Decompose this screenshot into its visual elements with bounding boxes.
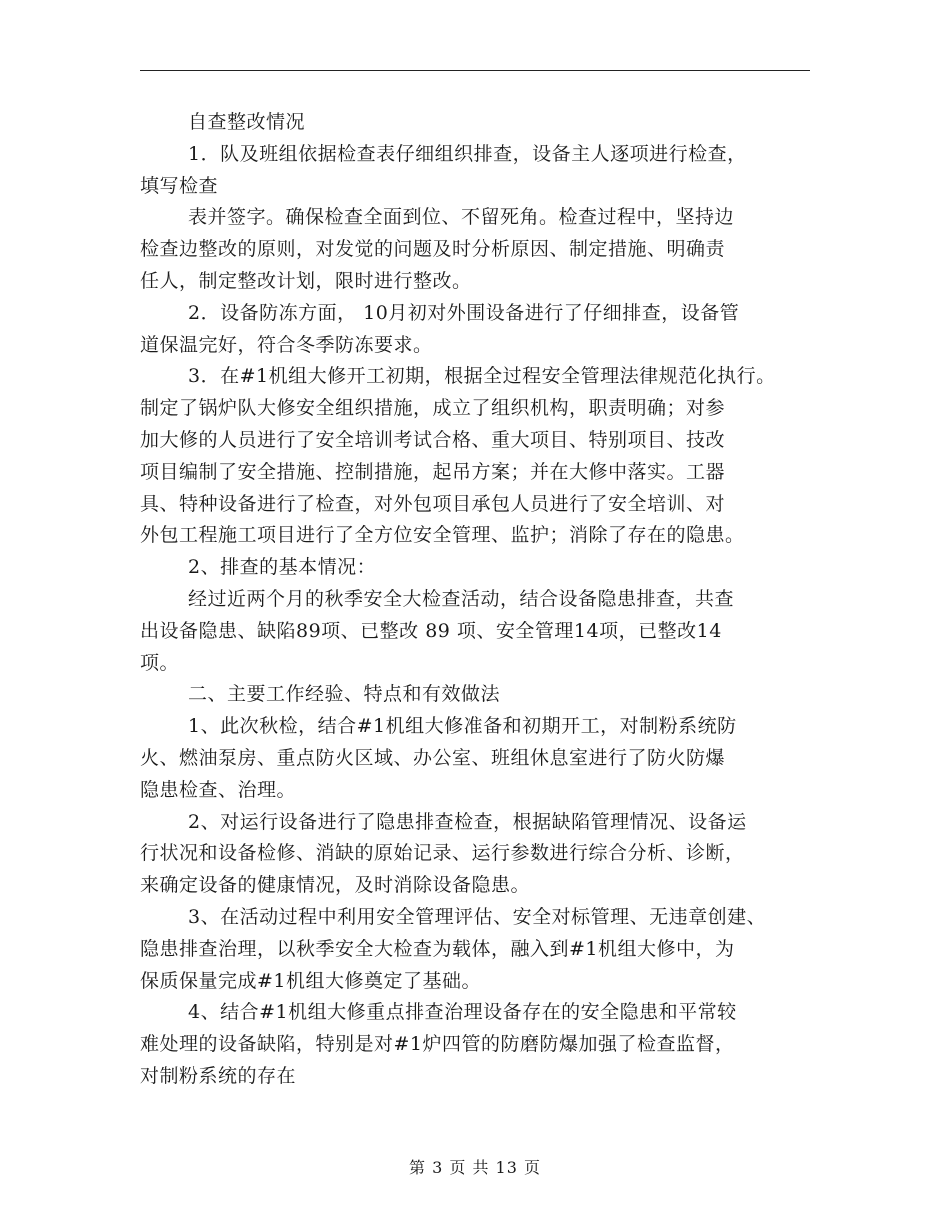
text-line: 制定了锅炉队大修安全组织措施，成立了组织机构，职责明确；对参 <box>140 397 726 420</box>
text-line: 2、排查的基本情况： <box>188 556 377 579</box>
text-line: 加大修的人员进行了安全培训考试合格、重大项目、特别项目、技改 <box>140 428 726 451</box>
text-line: 检查边整改的原则，对发觉的问题及时分析原因、制定措施、明确责 <box>140 238 726 261</box>
text-line: 来确定设备的健康情况，及时消除设备隐患。 <box>140 874 531 897</box>
text-line: 道保温完好，符合冬季防冻要求。 <box>140 333 433 356</box>
text-line: 外包工程施工项目进行了全方位安全管理、监护；消除了存在的隐患。 <box>140 524 745 547</box>
text-line: 任人，制定整改计划，限时进行整改。 <box>140 269 472 292</box>
text-line: 项目编制了安全措施、控制措施，起吊方案；并在大修中落实。工器 <box>140 460 726 483</box>
header-rule <box>140 70 810 71</box>
text-line: 项。 <box>140 651 180 674</box>
text-line: 经过近两个月的秋季安全大检查活动，结合设备隐患排查，共查 <box>188 587 735 610</box>
text-line: 二、主要工作经验、特点和有效做法 <box>188 683 501 706</box>
text-line: 出设备隐患、缺陷89项、已整改 89 项、安全管理14项，已整改14 <box>140 619 722 642</box>
text-line: 1．队及班组依据检查表仔细组织排查，设备主人逐项进行检查， <box>188 142 747 165</box>
text-line: 4、结合#1机组大修重点排查治理设备存在的安全隐患和平常较 <box>188 1001 737 1024</box>
text-line: 难处理的设备缺陷，特别是对#1炉四管的防磨防爆加强了检查监督， <box>140 1033 735 1056</box>
document-body <box>140 107 830 1093</box>
text-line: 2、对运行设备进行了隐患排查检查，根据缺陷管理情况、设备运 <box>188 810 747 833</box>
text-line: 火、燃油泵房、重点防火区域、办公室、班组休息室进行了防火防爆 <box>140 746 726 769</box>
text-line: 隐患检查、治理。 <box>140 778 297 801</box>
text-line: 3．在#1机组大修开工初期，根据全过程安全管理法律规范化执行。 <box>188 365 776 388</box>
text-line: 表并签字。确保检查全面到位、不留死角。检查过程中，坚持边 <box>188 206 735 229</box>
page-number: 第 3 页 共 13 页 <box>409 1158 541 1177</box>
text-line: 自查整改情况 <box>188 111 306 133</box>
text-line: 具、特种设备进行了检查，对外包项目承包人员进行了安全培训、对 <box>140 492 726 515</box>
text-line: 填写检查 <box>140 174 219 197</box>
text-line: 行状况和设备检修、消缺的原始记录、运行参数进行综合分析、诊断， <box>140 842 745 865</box>
text-line: 对制粉系统的存在 <box>140 1064 297 1087</box>
text-line: 隐患排查治理，以秋季安全大检查为载体，融入到#1机组大修中，为 <box>140 937 735 960</box>
text-line: 保质保量完成#1机组大修奠定了基础。 <box>140 969 482 992</box>
text-line: 2．设备防冻方面， 10月初对外围设备进行了仔细排查，设备管 <box>188 301 740 324</box>
text-line: 1、此次秋检，结合#1机组大修准备和初期开工，对制粉系统防 <box>188 715 737 738</box>
text-line: 3、在活动过程中利用安全管理评估、安全对标管理、无违章创建、 <box>188 905 767 928</box>
